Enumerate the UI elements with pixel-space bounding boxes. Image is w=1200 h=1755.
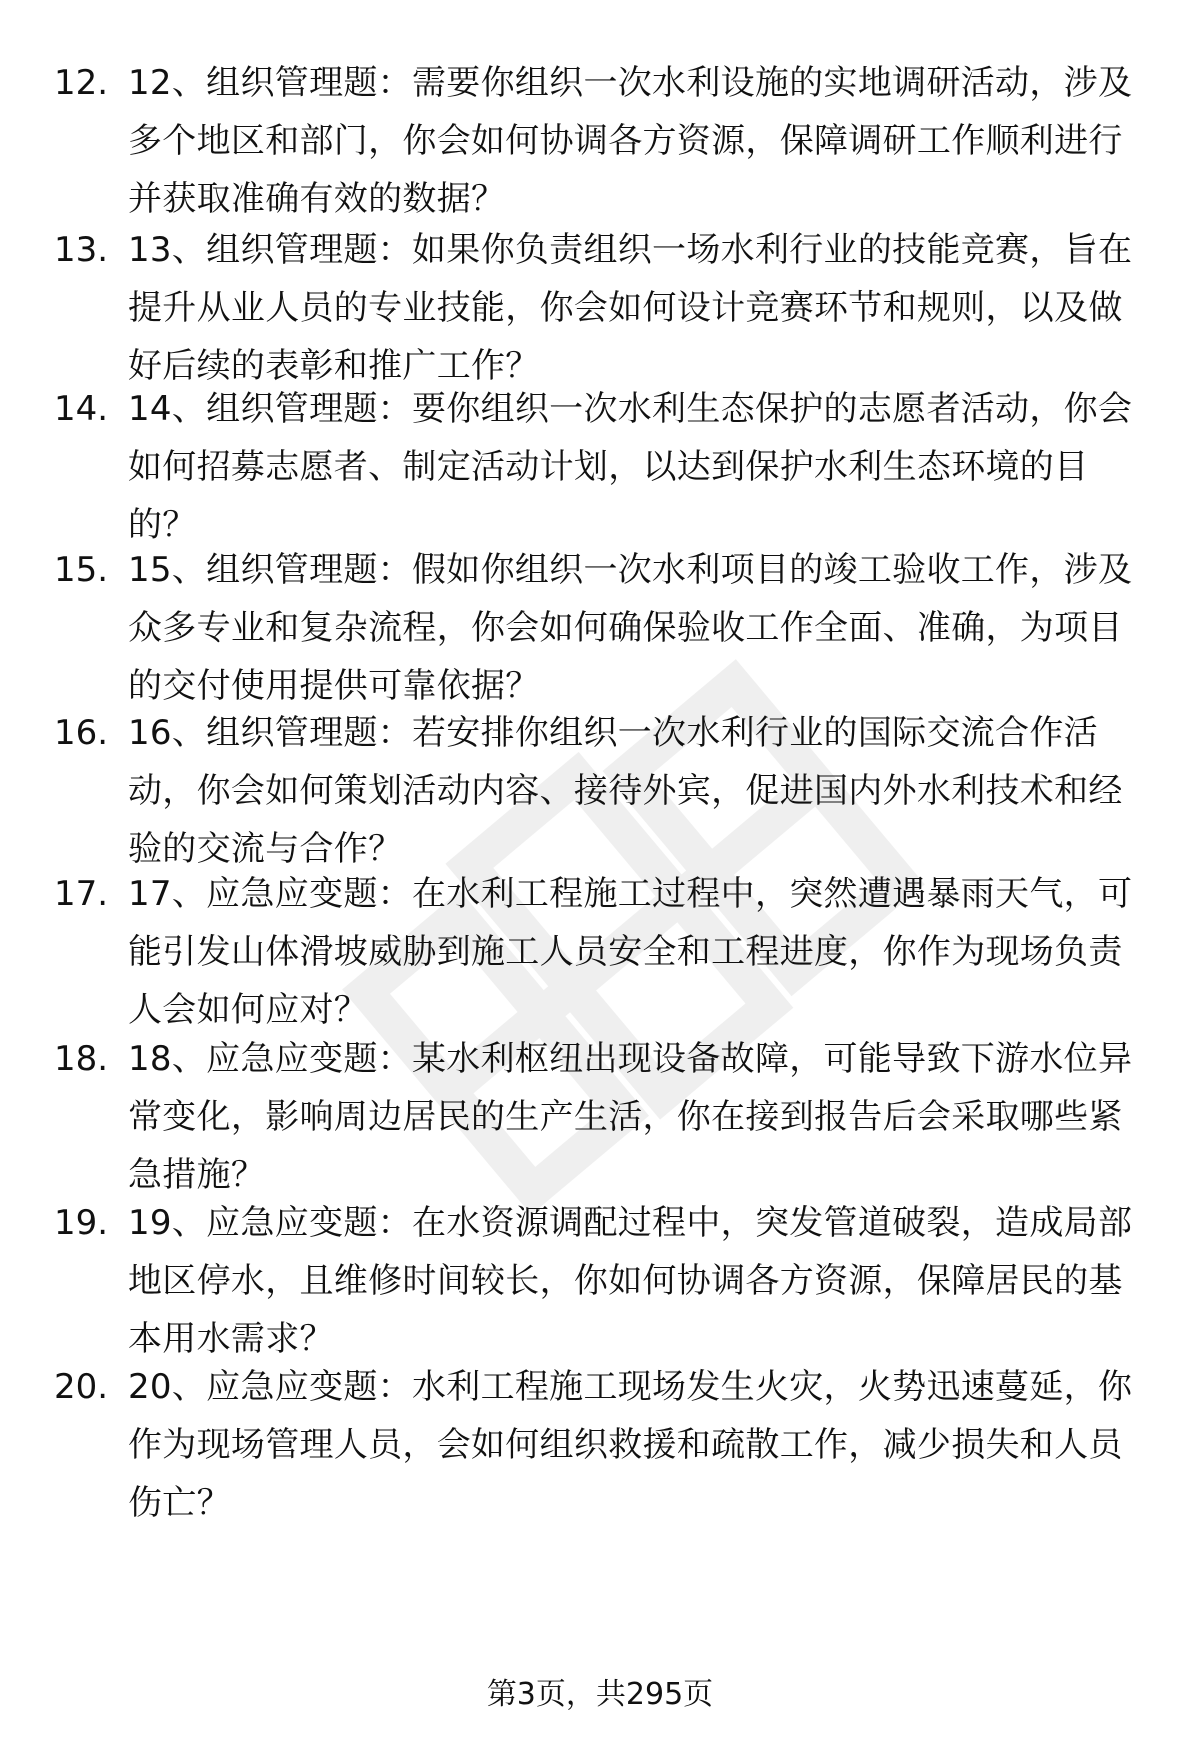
question-number: 16. [54,713,109,753]
question-number: 19. [54,1203,109,1243]
question-text: 14、组织管理题：要你组织一次水利生态保护的志愿者活动，你会如何招募志愿者、制定活动计划，以达到保护水利生态环境的目的？ [128,389,1133,545]
question-text: 13、组织管理题：如果你负责组织一场水利行业的技能竞赛，旨在提升从业人员的专业技能，你会如何设计竞赛环节和规则，以及做好后续的表彰和推广工作？ [128,230,1133,386]
question-text: 12、组织管理题：需要你组织一次水利设施的实地调研活动，涉及多个地区和部门，你会如何协调各方资源，保障调研工作顺利进行并获取准确有效的数据？ [128,63,1133,219]
question-text: 19、应急应变题：在水资源调配过程中，突发管道破裂，造成局部地区停水，且维修时间较长，你如何协调各方资源，保障居民的基本用水需求？ [128,1203,1133,1359]
question-text: 16、组织管理题：若安排你组织一次水利行业的国际交流合作活动，你会如何策划活动内容、接待外宾，促进国内外水利技术和经验的交流与合作？ [128,713,1123,869]
question-text: 18、应急应变题：某水利枢纽出现设备故障，可能导致下游水位异常变化，影响周边居民的生产生活，你在接到报告后会采取哪些紧急措施？ [128,1039,1133,1195]
question-number: 14. [54,389,109,429]
question-number: 12. [54,63,109,103]
question-text: 17、应急应变题：在水利工程施工过程中，突然遭遇暴雨天气，可能引发山体滑坡威胁到施工人员安全和工程进度，你作为现场负责人会如何应对？ [128,874,1133,1030]
question-number: 13. [54,230,109,270]
question-number: 15. [54,550,109,590]
question-text: 20、应急应变题：水利工程施工现场发生火灾，火势迅速蔓延，你作为现场管理人员，会如何组织救援和疏散工作，减少损失和人员伤亡？ [128,1367,1133,1523]
question-text: 15、组织管理题：假如你组织一次水利项目的竣工验收工作，涉及众多专业和复杂流程，你会如何确保验收工作全面、准确，为项目的交付使用提供可靠依据？ [128,550,1133,706]
page-indicator: 第3页，共295页 [486,1677,714,1712]
question-number: 20. [54,1367,109,1407]
question-number: 18. [54,1039,109,1079]
question-number: 17. [54,874,109,914]
